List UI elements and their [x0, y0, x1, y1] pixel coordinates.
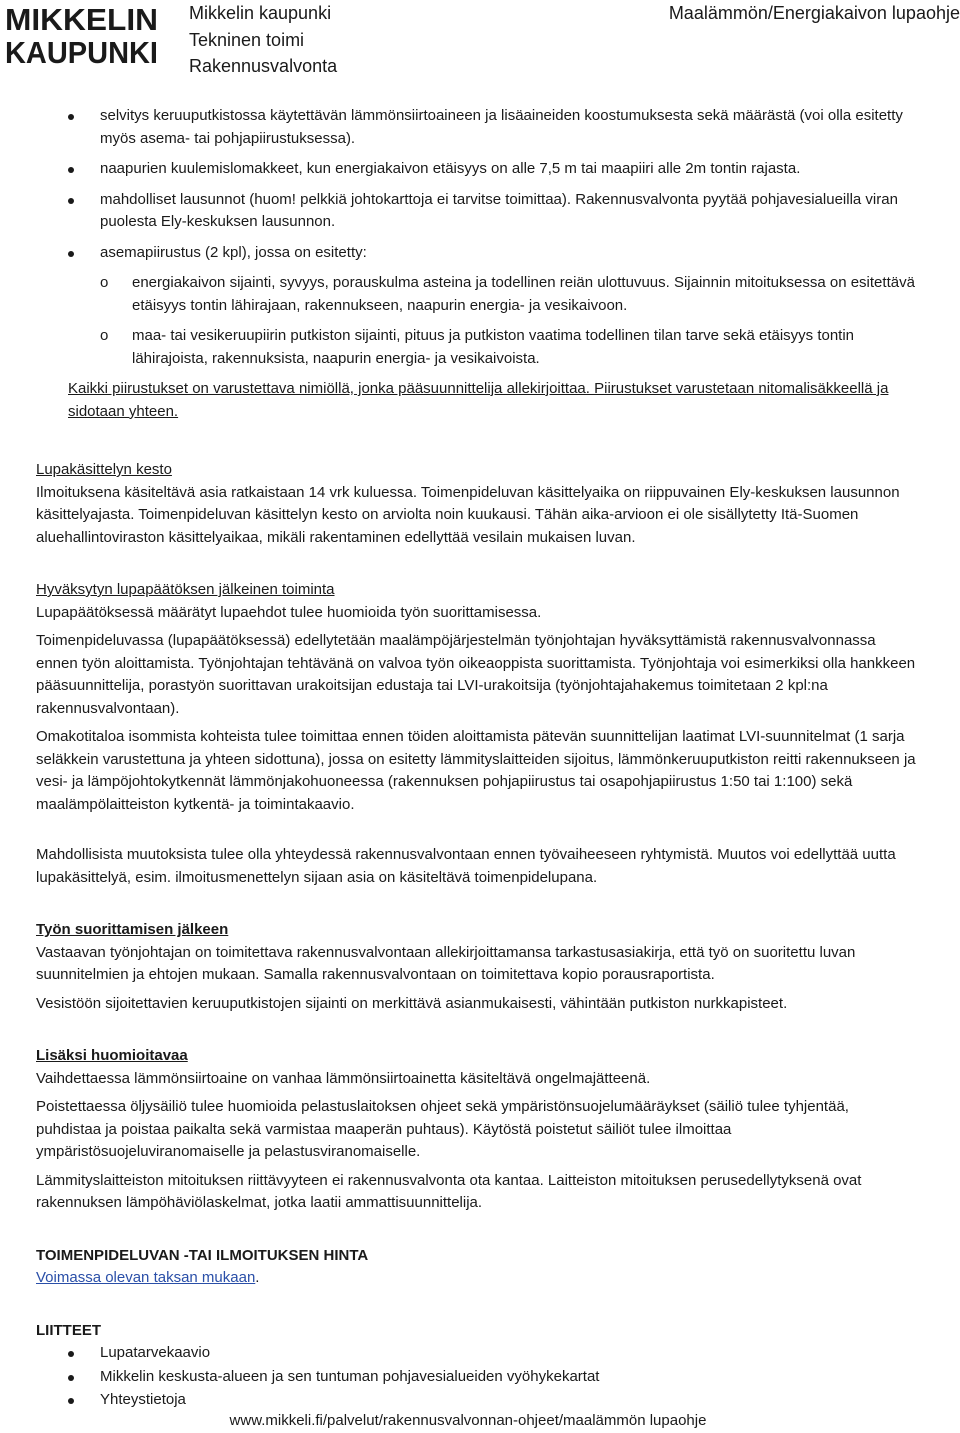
- attachments-list: [36, 1342, 916, 1412]
- header-org-block: [189, 0, 337, 80]
- document-body: [36, 105, 916, 1413]
- list-item-text: asemapiirustus (2 kpl), jossa on esitetty:: [100, 243, 367, 261]
- paragraph: Vesistöön sijoitettavien keruuputkistojen sijainti on merkittävä asianmukaisesti, vähintään putkiston nurkkapisteet.: [36, 994, 788, 1012]
- sub-list-item-text: energiakaivon sijainti, syvyys, porauskulma asteina ja todellinen reiän ulottuvuus. Sijainnin mitoituksessa on esitettävä etäisyys tontin lähirajaan, rakennukseen, naapurin energia- ja vesikaivoon.: [132, 274, 915, 314]
- section-heading: TOIMENPIDELUVAN -TAI ILMOITUKSEN HINTA: [36, 1246, 369, 1264]
- section-additional-notes: [36, 1045, 916, 1215]
- list-item: [36, 242, 916, 371]
- section-heading: Lisäksi huomioitavaa: [36, 1047, 188, 1064]
- price-line: [36, 1267, 916, 1290]
- price-line-end: .: [255, 1269, 260, 1286]
- requirements-list: [36, 105, 916, 370]
- sub-list: [100, 272, 916, 370]
- paragraph: Lupapäätöksessä määrätyt lupaehdot tulee huomioida työn suorittamisessa.: [36, 603, 542, 621]
- section-heading: LIITTEET: [36, 1321, 101, 1339]
- sub-bullet-marker: o: [100, 274, 109, 291]
- paragraph: Vaihdettaessa lämmönsiirtoaine on vanhaa lämmönsiirtoainetta käsiteltävä ongelmajätteenä.: [36, 1069, 651, 1087]
- section-attachments: [36, 1320, 916, 1412]
- logo-line2: KAUPUNKI: [5, 35, 158, 66]
- logo-line1: MIKKELIN: [5, 2, 158, 37]
- header-unit: Rakennusvalvonta: [189, 56, 338, 76]
- attachment-item: Mikkelin keskusta-alueen ja sen tuntuman pohjavesialueiden vyöhykekartat: [36, 1366, 916, 1389]
- list-item: selvitys keruuputkistossa käytettävän lämmönsiirtoaineen ja lisäaineiden koostumuksesta sekä määrästä (voi olla esitetty myös asema- tai pohjapiirustuksessa).: [36, 105, 916, 150]
- section-after-approval: [36, 579, 916, 889]
- paragraph: Lämmityslaitteiston mitoituksen riittävyyteen ei rakennusvalvonta ota kantaa. Laitteiston mitoituksen perusedellytyksenä ovat rakennuksen lämpöhäviölaskelmat, jotka laatii ammattisuunnittelija.: [36, 1171, 862, 1211]
- paragraph: Mahdollisista muutoksista tulee olla yhteydessä rakennusvalvontaan ennen työvaiheeseen ryhtymistä. Muutos voi edellyttää uutta lupakäsittelyä, esim. ilmoitusmenettelyn sijaan asia on käsiteltävä toimenpidelupana.: [36, 846, 896, 886]
- sub-list-item: [100, 325, 916, 370]
- drawings-note: Kaikki piirustukset on varustettava nimiöllä, jonka pääsuunnittelija allekirjoittaa. Piirustukset varustetaan nitomalisäkkeellä ja sidotaan yhteen.: [68, 380, 889, 420]
- paragraph: Omakotitaloa isommista kohteista tulee toimittaa ennen töiden aloittamista pätevän suunnittelijan laatimat LVI-suunnitelmat (1 sarja seläkkein varustettuna ja yhteen sidottuna), jossa on esitetty lämmityslaitteiden sijoitus, lämmönkeruuputkiston reitti rakennukseen ja vesi- ja lämpöjohtokytkennät lämmönjakohuoneessa (rakennuksen pohjapiirustus tai osapohjapiirustus 1:50 tai 1:100) sekä maalämpölaitteiston kytkentä- ja toimintakaavio.: [36, 728, 916, 813]
- attachment-item: Lupatarvekaavio: [36, 1342, 916, 1365]
- section-text: Ilmoituksena käsiteltävä asia ratkaistaan 14 vrk kuluessa. Toimenpideluvan käsittelyaika on riippuvainen Ely-keskuksen lausunnon käsittelyajasta. Toimenpideluvan käsittelyn kesto on arviolta noin kuukausi. Tähän aika-arvioon ei ole sisällytetty Itä-Suomen aluehallintoviraston käsittelyaikaa, mikäli rakentaminen edellyttää vesilain mukaisen luvan.: [36, 483, 900, 546]
- page-footer: [0, 1410, 960, 1433]
- sub-list-item-text: maa- tai vesikeruupiirin putkiston sijainti, pituus ja putkiston vaatima todellinen tilan tarve sekä etäisyys tontin lähirajoista, rakennuksista, naapurin energia- ja vesikaivoista.: [132, 327, 855, 367]
- section-after-work: [36, 919, 916, 1015]
- paragraph: Vastaavan työnjohtajan on toimitettava rakennusvalvontaan allekirjoittamansa tarkastusasiakirja, että työ on suoritettu luvan suunnitelmien ja ehtojen mukaan. Samalla rakennusvalvontaan on toimitettava kopio porausraportista.: [36, 943, 856, 983]
- header-dept: Tekninen toimi: [189, 29, 305, 50]
- sub-list-item: [100, 272, 916, 317]
- section-processing-time: [36, 459, 916, 549]
- list-item: naapurien kuulemislomakkeet, kun energiakaivon etäisyys on alle 7,5 m tai maapiiri alle 2m tontin rajasta.: [36, 158, 916, 181]
- header-doc-title: Maalämmön/Energiakaivon lupaohje: [668, 3, 960, 23]
- section-heading: Lupakäsittelyn kesto: [36, 461, 172, 478]
- sub-bullet-marker: o: [100, 327, 109, 344]
- paragraph: Poistettaessa öljysäiliö tulee huomioida pelastuslaitoksen ohjeet sekä ympäristönsuojelumääräykset (säiliö tulee tyhjentää, puhdistaa ja poistaa paikalta sekä varmistaa maaperän puhtaus). Käytöstä poistetut säiliöt tulee ilmoittaa ympäristösuojeluviranomaiselle ja pelastusviranomaiselle.: [36, 1098, 849, 1160]
- header-org: Mikkelin kaupunki: [189, 3, 332, 23]
- section-heading: Työn suorittamisen jälkeen: [36, 921, 229, 938]
- tariff-link[interactable]: Voimassa olevan taksan mukaan: [36, 1269, 256, 1286]
- paragraph: Toimenpideluvassa (lupapäätöksessä) edellytetään maalämpöjärjestelmän työnjohtajan hyväksyttämistä rakennusvalvonnassa ennen työn aloittamista. Työnjohtajan tehtävänä on valvoa työn oikeaoppista suorittamista. Työnjohtaja voi esimerkiksi olla hankkeen pääsuunnittelija, porastyön suorittavan urakoitsijan edustaja tai LVI-urakoitsija (työnjohtajahakemus toimitetaan 2 kpl:na rakennusvalvontaan).: [36, 632, 916, 717]
- section-price: [36, 1245, 916, 1290]
- list-item: mahdolliset lausunnot (huom! pelkkiä johtokarttoja ei tarvitse toimittaa). Rakennusvalvonta pyytää pohjavesialueilla viran puolesta Ely-keskuksen lausunnon.: [36, 189, 916, 234]
- footer-url: www.mikkeli.fi/palvelut/rakennusvalvonnan-ohjeet/maalämmön lupaohje: [229, 1412, 707, 1429]
- mikkeli-logo: [4, 2, 160, 66]
- attachment-item: Yhteystietoja: [36, 1389, 916, 1412]
- section-heading: Hyväksytyn lupapäätöksen jälkeinen toiminta: [36, 581, 335, 598]
